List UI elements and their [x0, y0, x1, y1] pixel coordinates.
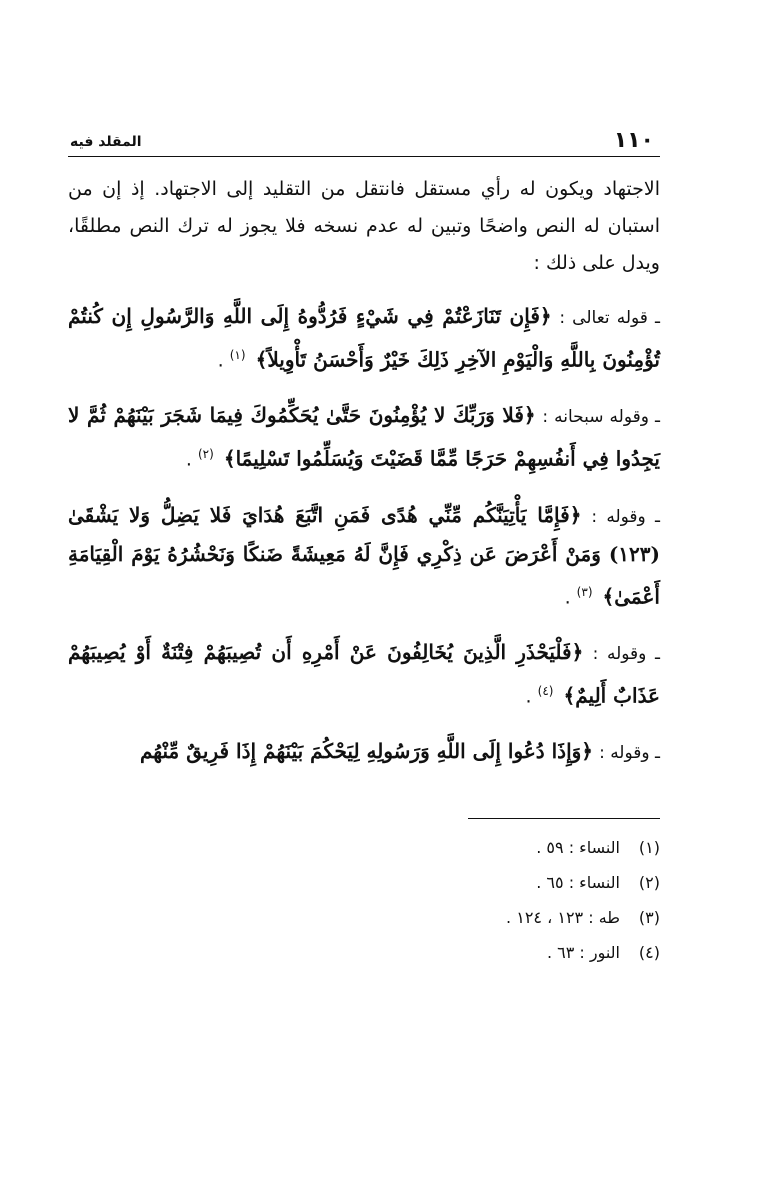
verse-text: ﴿فَإِن تَنَازَعْتُمْ فِي شَيْءٍ فَرُدُّوهُ إِلَى اللَّهِ وَالرَّسُولِ إِن كُنتُمْ تُؤْمِنُونَ بِاللَّهِ وَالْيَوْمِ الآخِرِ ذَلِكَ خَيْرٌ وَأَحْسَنُ تَأْوِيلاً﴾ — [68, 304, 660, 372]
body-text — [68, 171, 660, 772]
footnote-text: النساء : ٥٩ . — [536, 838, 620, 857]
footnote-item — [240, 935, 660, 970]
footnote-item — [240, 900, 660, 935]
footnote-text: طه : ١٢٣ ، ١٢٤ . — [506, 908, 620, 927]
page-number: ١١٠ — [613, 128, 654, 153]
verse-quote-4 — [68, 634, 660, 715]
footnote-ref[interactable]: (٣) — [576, 584, 593, 599]
footnote-text: النور : ٦٣ . — [546, 943, 620, 962]
footnote-text: النساء : ٦٥ . — [536, 873, 620, 892]
verse-intro: ـ قوله تعالى : — [559, 308, 660, 328]
verse-tail: . — [217, 349, 224, 372]
footnote-ref[interactable]: (١) — [229, 348, 246, 362]
verse-intro: ـ وقوله : — [591, 506, 660, 527]
verse-text: ﴿فَلْيَحْذَرِ الَّذِينَ يُخَالِفُونَ عَنْ أَمْرِهِ أَن تُصِيبَهُمْ فِتْنَةٌ أَوْ يُصِيبَهُمْ عَذَابٌ أَلِيمٌ﴾ — [68, 639, 660, 708]
verse-tail: . — [525, 685, 532, 708]
verse-intro: ـ وقوله سبحانه : — [542, 407, 660, 428]
footnote-divider — [468, 818, 660, 819]
verse-text: ﴿فَلا وَرَبِّكَ لا يُؤْمِنُونَ حَتَّىٰ يُحَكِّمُوكَ فِيمَا شَجَرَ بَيْنَهُمْ ثُمَّ لا يَجِدُوا فِي أَنفُسِهِمْ حَرَجًا مِّمَّا قَضَيْتَ وَيُسَلِّمُوا تَسْلِيمًا﴾ — [68, 403, 660, 471]
verse-tail: . — [185, 448, 192, 471]
footnote-ref[interactable]: (٢) — [197, 447, 214, 462]
verse-text: ﴿فَإِمَّا يَأْتِيَنَّكُم مِّنِّي هُدًى فَمَنِ اتَّبَعَ هُدَايَ فَلا يَضِلُّ وَلا يَشْقَىٰ (١٢٣) وَمَنْ أَعْرَضَ عَن ذِكْرِي فَإِنَّ لَهُ مَعِيشَةً ضَنكًا وَنَحْشُرُهُ يَوْمَ الْقِيَامَةِ أَعْمَىٰ﴾ — [68, 502, 660, 608]
verse-intro: ـ وقوله : — [592, 643, 660, 664]
verse-intro: ـ وقوله : — [599, 743, 660, 764]
footnotes — [240, 830, 660, 970]
verse-quote-2 — [68, 397, 660, 478]
footnote-number: (٣) — [638, 908, 660, 927]
page-header — [68, 120, 660, 157]
footnote-item — [240, 830, 660, 865]
verse-text: ﴿وَإِذَا دُعُوا إِلَى اللَّهِ وَرَسُولِهِ لِيَحْكُمَ بَيْنَهُمْ إِذَا فَرِيقٌ مِّنْهُم — [139, 739, 594, 764]
paragraph: الاجتهاد ويكون له رأي مستقل فانتقل من التقليد إلى الاجتهاد. إذ إن من استبان له النص واضحًا وتبين له عدم نسخه فلا يجوز له ترك النص مطلقًا، ويدل على ذلك : — [68, 178, 660, 274]
verse-quote-1 — [68, 298, 660, 379]
book-page — [68, 120, 660, 1120]
footnote-number: (٤) — [638, 943, 660, 962]
running-title: المقلد فيه — [70, 134, 142, 150]
verse-quote-3 — [68, 497, 660, 616]
footnote-ref[interactable]: (٤) — [537, 683, 554, 698]
footnote-number: (١) — [638, 838, 660, 857]
verse-quote-5 — [68, 733, 660, 772]
footnote-number: (٢) — [638, 873, 660, 892]
footnote-item — [240, 865, 660, 900]
verse-tail: . — [564, 585, 571, 608]
